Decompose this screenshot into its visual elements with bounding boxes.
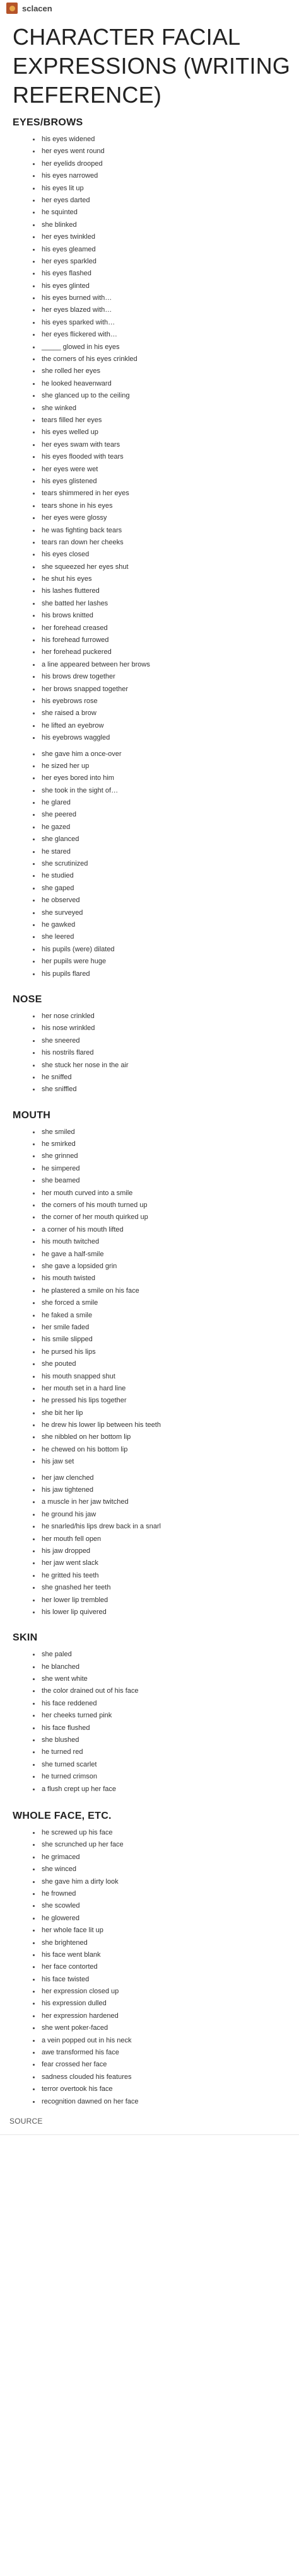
list-item: she leered	[42, 931, 299, 943]
list-item: her forehead puckered	[42, 646, 299, 658]
list-item: her eyes bored into him	[42, 772, 299, 784]
list-item: she gave him a once-over	[42, 748, 299, 760]
list-item: the color drained out of his face	[42, 1685, 299, 1697]
list-item: he squinted	[42, 207, 299, 219]
list-item: he gazed	[42, 821, 299, 833]
list-item: she rolled her eyes	[42, 365, 299, 377]
list-item: his mouth twitched	[42, 1236, 299, 1248]
list-item: her mouth set in a hard line	[42, 1383, 299, 1395]
list-item: she nibbled on her bottom lip	[42, 1431, 299, 1443]
list-item: he chewed on his bottom lip	[42, 1444, 299, 1456]
list-item: she glanced	[42, 833, 299, 845]
list-item: she bit her lip	[42, 1407, 299, 1419]
list-item: her brows snapped together	[42, 684, 299, 696]
section-heading: MOUTH	[13, 1109, 51, 1121]
list-item: his eyes flooded with tears	[42, 451, 299, 463]
section-heading: EYES/BROWS	[13, 117, 83, 128]
list-item: sadness clouded his features	[42, 2071, 299, 2083]
list-item: her eyes flickered with…	[42, 329, 299, 341]
list-item: the corners of his mouth turned up	[42, 1199, 299, 1211]
list-item: terror overtook his face	[42, 2083, 299, 2095]
list-item: her eyelids drooped	[42, 158, 299, 170]
list-item: his forehead furrowed	[42, 634, 299, 646]
list-item: she turned scarlet	[42, 1759, 299, 1771]
list-item: her eyes blazed with…	[42, 304, 299, 316]
avatar-icon	[9, 6, 15, 11]
list-item: he grimaced	[42, 1852, 299, 1863]
list-item: she brightened	[42, 1937, 299, 1949]
list-item: he stared	[42, 846, 299, 858]
list-item: his jaw set	[42, 1456, 299, 1468]
list-item: she blushed	[42, 1734, 299, 1746]
list-item: a vein popped out in his neck	[42, 2035, 299, 2047]
section-whole-face-etc	[13, 1808, 299, 2108]
list-item: his eyes flashed	[42, 268, 299, 280]
list-item: his eyes closed	[42, 549, 299, 561]
list-item: she pouted	[42, 1358, 299, 1370]
list-item: his eyes welled up	[42, 426, 299, 438]
list-item: her lower lip trembled	[42, 1594, 299, 1606]
list-item: she forced a smile	[42, 1297, 299, 1309]
list-item: she winced	[42, 1863, 299, 1875]
list-item: he gritted his teeth	[42, 1570, 299, 1582]
list-item: he screwed up his face	[42, 1827, 299, 1839]
list-item: she grinned	[42, 1150, 299, 1162]
list-item: the corners of his eyes crinkled	[42, 353, 299, 365]
expression-list	[13, 1827, 299, 2108]
list-item: awe transformed his face	[42, 2047, 299, 2059]
list-item: he pressed his lips together	[42, 1395, 299, 1407]
list-item: he shut his eyes	[42, 573, 299, 585]
list-item: his nose wrinkled	[42, 1022, 299, 1034]
list-item: he gawked	[42, 919, 299, 931]
list-item: fear crossed her face	[42, 2059, 299, 2071]
list-item: her forehead creased	[42, 622, 299, 634]
expression-list	[13, 1010, 299, 1096]
list-item: his eyes narrowed	[42, 170, 299, 182]
source-link[interactable]: SOURCE	[9, 2116, 43, 2126]
avatar[interactable]	[6, 3, 18, 14]
list-item: his eyes glinted	[42, 280, 299, 292]
list-item: she beamed	[42, 1175, 299, 1187]
list-item: his pupils flared	[42, 968, 299, 980]
list-item: her expression closed up	[42, 1986, 299, 1998]
list-item: she sneered	[42, 1035, 299, 1047]
expression-list	[13, 134, 299, 980]
list-item: he gave a half-smile	[42, 1249, 299, 1261]
list-item: he looked heavenward	[42, 378, 299, 390]
list-item: his jaw tightened	[42, 1484, 299, 1496]
list-item: he lifted an eyebrow	[42, 720, 299, 732]
list-item: she surveyed	[42, 907, 299, 919]
list-item: she peered	[42, 809, 299, 821]
list-item: his eyes widened	[42, 134, 299, 146]
list-item: he was fighting back tears	[42, 525, 299, 537]
list-item: her expression hardened	[42, 2010, 299, 2022]
list-item: his brows knitted	[42, 610, 299, 622]
list-item: a flush crept up her face	[42, 1783, 299, 1795]
list-item: her whole face lit up	[42, 1925, 299, 1937]
section-heading: NOSE	[13, 993, 42, 1005]
section-nose	[13, 992, 299, 1096]
list-item: she gaped	[42, 883, 299, 895]
list-item: she raised a brow	[42, 707, 299, 719]
list-item: his eyes burned with…	[42, 292, 299, 304]
post-body	[0, 115, 299, 2108]
list-item: a muscle in her jaw twitched	[42, 1496, 299, 1508]
list-item: his face reddened	[42, 1698, 299, 1710]
list-item: she smiled	[42, 1126, 299, 1138]
list-item: she sniffled	[42, 1084, 299, 1096]
list-item: a line appeared between her brows	[42, 659, 299, 671]
list-item: her jaw clenched	[42, 1472, 299, 1484]
list-item: his jaw dropped	[42, 1545, 299, 1557]
list-item: his lashes fluttered	[42, 585, 299, 597]
list-item: she gave him a dirty look	[42, 1876, 299, 1888]
list-item: he glowered	[42, 1913, 299, 1925]
list-item: her jaw went slack	[42, 1557, 299, 1569]
list-item: the corner of her mouth quirked up	[42, 1211, 299, 1223]
list-item: her pupils were huge	[42, 956, 299, 968]
list-item: his mouth twisted	[42, 1273, 299, 1285]
list-item: her cheeks turned pink	[42, 1710, 299, 1722]
list-item: tears filled her eyes	[42, 415, 299, 426]
list-item: his expression dulled	[42, 1998, 299, 2010]
list-item: her eyes swam with tears	[42, 439, 299, 451]
list-item: she glanced up to the ceiling	[42, 390, 299, 402]
list-item: he simpered	[42, 1163, 299, 1175]
list-item: her eyes were wet	[42, 464, 299, 476]
expression-list	[13, 1649, 299, 1795]
list-item: he plastered a smile on his face	[42, 1285, 299, 1297]
section-eyes-brows	[13, 115, 299, 980]
list-item: she gave a lopsided grin	[42, 1261, 299, 1273]
list-item: a corner of his mouth lifted	[42, 1224, 299, 1236]
list-item: her mouth fell open	[42, 1533, 299, 1545]
list-item: his lower lip quivered	[42, 1606, 299, 1618]
list-item: he turned red	[42, 1746, 299, 1758]
list-item: he frowned	[42, 1888, 299, 1900]
list-item: his smile slipped	[42, 1334, 299, 1346]
list-item: her smile faded	[42, 1322, 299, 1334]
list-item: her eyes twinkled	[42, 231, 299, 243]
list-item: his eyes glistened	[42, 476, 299, 488]
list-item: she winked	[42, 403, 299, 415]
section-mouth	[13, 1108, 299, 1619]
list-item: his eyes gleamed	[42, 244, 299, 256]
list-item: his brows drew together	[42, 671, 299, 683]
list-item: her face contorted	[42, 1961, 299, 1973]
list-item: she went white	[42, 1673, 299, 1685]
list-item: he faked a smile	[42, 1310, 299, 1322]
expression-list	[13, 1126, 299, 1619]
list-item: he snarled/his lips drew back in a snarl	[42, 1521, 299, 1533]
list-item: she gnashed her teeth	[42, 1582, 299, 1594]
list-item: his eyes lit up	[42, 183, 299, 195]
list-item: he observed	[42, 895, 299, 907]
list-item: her eyes darted	[42, 195, 299, 207]
list-item: he drew his lower lip between his teeth	[42, 1419, 299, 1431]
list-item: he ground his jaw	[42, 1509, 299, 1521]
list-item: her nose crinkled	[42, 1010, 299, 1022]
list-item: her mouth curved into a smile	[42, 1188, 299, 1199]
list-item: he studied	[42, 870, 299, 882]
list-item: he turned crimson	[42, 1771, 299, 1783]
section-heading: SKIN	[13, 1632, 38, 1644]
post-header	[0, 0, 299, 16]
list-item: his mouth snapped shut	[42, 1371, 299, 1383]
list-item: he smirked	[42, 1138, 299, 1150]
list-item: his face flushed	[42, 1722, 299, 1734]
list-item: she blinked	[42, 219, 299, 231]
list-item: her eyes went round	[42, 146, 299, 157]
list-item: she stuck her nose in the air	[42, 1060, 299, 1072]
list-item: she squeezed her eyes shut	[42, 561, 299, 573]
section-skin	[13, 1630, 299, 1795]
list-item: he sniffed	[42, 1072, 299, 1084]
list-item: her eyes were glossy	[42, 512, 299, 524]
list-item: his eyebrows waggled	[42, 732, 299, 744]
list-item: his face twisted	[42, 1974, 299, 1986]
list-item: he glared	[42, 797, 299, 809]
list-item: his nostrils flared	[42, 1047, 299, 1059]
username-link[interactable]: sclacen	[22, 3, 52, 13]
post-title: CHARACTER FACIAL EXPRESSIONS (WRITING REFERENCE)	[13, 24, 291, 108]
list-item: he pursed his lips	[42, 1346, 299, 1358]
list-item: tears ran down her cheeks	[42, 537, 299, 549]
list-item: she scrunched up her face	[42, 1839, 299, 1851]
list-item: she paled	[42, 1649, 299, 1661]
list-item: tears shimmered in her eyes	[42, 488, 299, 500]
section-heading: WHOLE FACE, ETC.	[13, 1811, 112, 1821]
list-item: his pupils (were) dilated	[42, 944, 299, 956]
list-item: recognition dawned on her face	[42, 2096, 299, 2108]
list-item: his eyes sparked with…	[42, 317, 299, 329]
list-item: his face went blank	[42, 1949, 299, 1961]
list-item: she took in the sight of…	[42, 785, 299, 797]
list-item: she went poker-faced	[42, 2022, 299, 2034]
list-item: his eyebrows rose	[42, 696, 299, 707]
list-item: her eyes sparkled	[42, 256, 299, 268]
list-item: she scrutinized	[42, 858, 299, 870]
list-item: tears shone in his eyes	[42, 500, 299, 512]
list-item: she scowled	[42, 1900, 299, 1912]
list-item: he sized her up	[42, 760, 299, 772]
list-item: _____ glowed in his eyes	[42, 341, 299, 353]
list-item: he blanched	[42, 1661, 299, 1673]
list-item: she batted her lashes	[42, 598, 299, 610]
divider	[0, 2134, 299, 2135]
